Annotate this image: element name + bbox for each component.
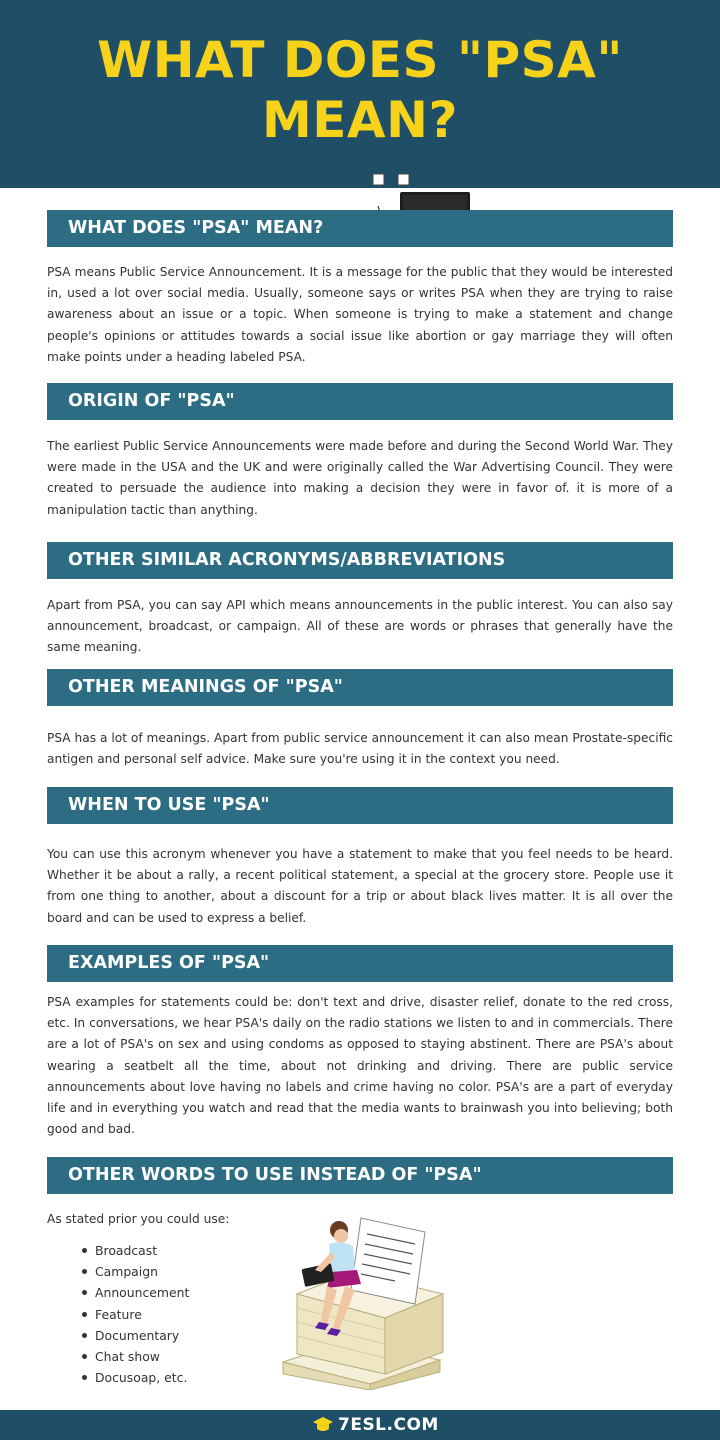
section-text-when-to-use: You can use this acronym whenever you have a statement to make that you feel needs to be heard. Whether it be about a rally, a recent political statement, a special at the grocery store. People use it from one thing to another, about a discount for a trip or about black lives matter. It is all over the board and can be used to express a belief.: [47, 847, 673, 925]
graduation-cap-icon: [312, 1416, 334, 1434]
section-heading-similar-acronyms: OTHER SIMILAR ACRONYMS/ABBREVIATIONS: [47, 542, 673, 579]
page-title: [0, 30, 720, 150]
woman-on-papers-illustration: [275, 1212, 450, 1390]
section-text-examples: PSA examples for statements could be: don't text and drive, disaster relief, donate to the red cross, etc. In conversations, we hear PSA's daily on the radio stations we listen to and in commercials. There are a lot of PSA's on sex and using condoms as opposed to staying abstinent. There are PSA's about wearing a seatbelt all the time, about not drinking and driving. There are public service announcements about love having no labels and crime having no color. PSA's are a part of everyday life and in everything you watch and read that the media wants to brainwash you into believing; both good and bad.: [47, 995, 673, 1137]
list-item: Documentary: [80, 1325, 189, 1346]
list-item: Campaign: [80, 1261, 189, 1282]
section-text-what-does-psa-mean: PSA means Public Service Announcement. It is a message for the public that they would be interested in, used a lot over social media. Usually, someone says or writes PSA when they are trying to raise awareness about an issue or a topic. When someone is trying to make a statement and change people's opinions or attitudes towards a social issue like abortion or gay marriage they will often make points under a heading labeled PSA.: [47, 265, 673, 364]
list-item: Announcement: [80, 1282, 189, 1303]
footer-bar: [0, 1410, 720, 1440]
section-heading-when-to-use: WHEN TO USE "PSA": [47, 787, 673, 824]
list-item: Chat show: [80, 1346, 189, 1367]
section-text-other-meanings: PSA has a lot of meanings. Apart from public service announcement it can also mean Prostate-specific antigen and personal self advice. Make sure you're using it in the context you need.: [47, 731, 673, 767]
section-text-other-words: As stated prior you could use:: [47, 1212, 230, 1226]
section-text-similar-acronyms: Apart from PSA, you can say API which means announcements in the public interest. You can also say announcement, broadcast, or campaign. All of these are words or phrases that generally have the same meaning.: [47, 598, 673, 655]
list-item: Broadcast: [80, 1240, 189, 1261]
section-heading-other-meanings: OTHER MEANINGS OF "PSA": [47, 669, 673, 706]
section-heading-origin: ORIGIN OF "PSA": [47, 383, 673, 420]
section-heading-examples: EXAMPLES OF "PSA": [47, 945, 673, 982]
footer-brand[interactable]: 7ESL.COM: [338, 1415, 439, 1435]
alternatives-list: [80, 1240, 189, 1388]
list-item: Feature: [80, 1304, 189, 1325]
section-text-origin: The earliest Public Service Announcements were made before and during the Second World War. They were made in the USA and the UK and were originally called the War Advertising Council. They were created to persuade the audience into making a decision they were in favor of. it is more of a manipulation tactic than anything.: [47, 439, 673, 517]
page-title-line-2: MEAN?: [262, 91, 458, 149]
list-item: Docusoap, etc.: [80, 1367, 189, 1388]
header-banner: [0, 0, 720, 188]
section-heading-other-words: OTHER WORDS TO USE INSTEAD OF "PSA": [47, 1157, 673, 1194]
section-heading-what-does-psa-mean: WHAT DOES "PSA" MEAN?: [47, 210, 673, 247]
page-title-line-1: WHAT DOES "PSA": [97, 31, 623, 89]
